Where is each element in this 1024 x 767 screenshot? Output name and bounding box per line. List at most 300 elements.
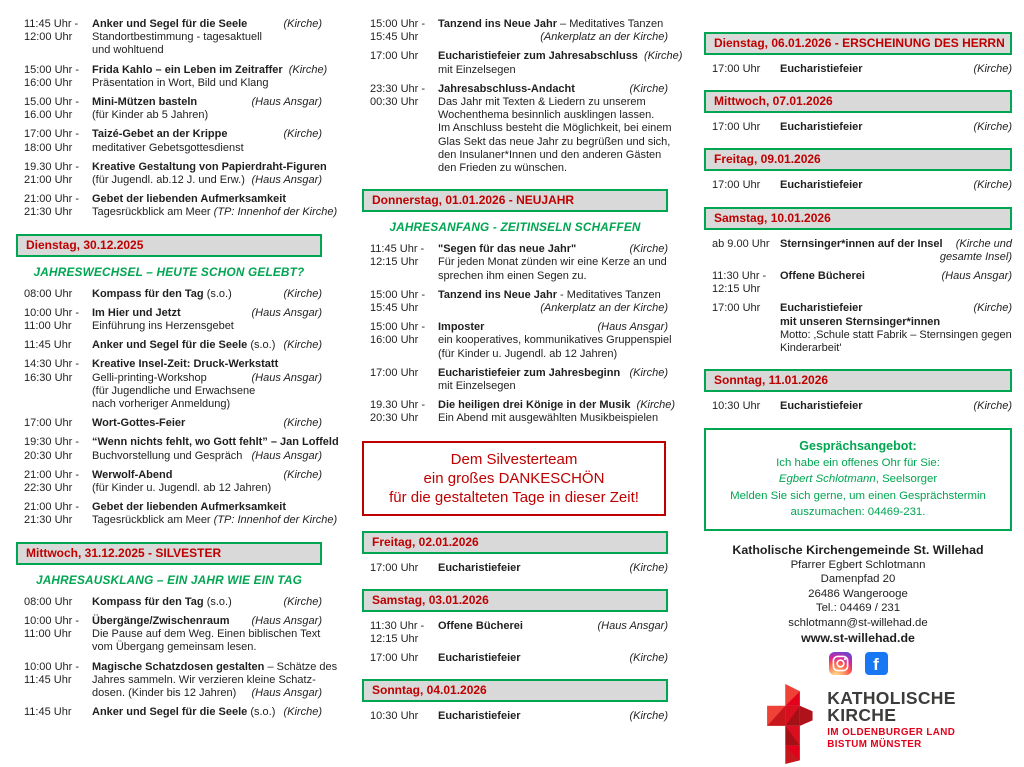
event-body [780,302,1012,355]
event-time [16,615,92,655]
event-time [362,562,438,575]
event-line [438,109,668,122]
event-time-line: 20:30 Uhr [24,449,73,462]
event-text: (für Jugendl. ab.12 J. und Erw.) [92,174,245,187]
event-line-text [780,329,1012,342]
event-line [92,31,322,44]
event-title: Eucharistiefeier [438,561,521,574]
event-text: (für Kinder ab 5 Jahren) [92,109,209,122]
event-line [92,44,322,57]
event-text: meditativer Gebetsgottesdienst [92,141,244,154]
talk-offer-notice [704,428,1012,531]
event-time-line: 16:00 Uhr [24,76,73,89]
event-title: Eucharistiefeier [438,652,521,665]
event-location: (Haus Ansgar) [251,174,322,187]
event-row [362,399,676,425]
logo-line-2: KIRCHE [827,704,897,725]
event-title: Frida Kahlo – ein Leben im Zeitraffer [92,63,283,76]
event-location: (Kirche) [283,18,322,30]
event-line [92,706,322,719]
event-title: Gebet der liebenden Aufmerksamkeit [92,501,286,514]
event-line-text [92,628,320,641]
event-line-text [438,83,575,96]
event-time [704,179,780,192]
event-body [438,50,683,76]
event-title: Wort-Gottes-Feier [92,417,186,430]
event-line [92,174,322,187]
event-location: (Haus Ansgar) [597,321,668,334]
event-line-text [438,256,667,269]
event-title: Magische Schatzdosen gestalten [92,660,265,673]
event-title: Offene Bücherei [780,270,865,283]
event-text: den Frieden zu wünschen. [438,162,568,175]
event-title: Anker und Segel für die Seele [92,339,248,352]
event-line [92,501,322,514]
event-line-text [92,687,236,700]
event-title: Eucharistiefeier zum Jahresabschluss [438,50,638,63]
logo-line-1: KATHOLISCHE [827,688,956,709]
event-line-text [438,399,631,412]
event-line [92,288,322,301]
event-text: – Schätze des [264,660,338,673]
event-row [362,50,683,76]
day-header: Mittwoch, 07.01.2026 [704,90,1012,113]
event-time [362,18,438,44]
event-location: (Kirche) [629,652,668,665]
event-line-text [92,385,255,398]
event-row [16,469,322,495]
event-line [780,251,1012,264]
event-time-line: 11:00 Uhr [24,320,72,333]
event-line [780,63,1012,76]
contact-line: Pfarrer Egbert Schlotmann [790,558,926,571]
event-location: (Haus Ansgar) [941,270,1012,283]
event-time [16,288,92,301]
event-title: Eucharistiefeier [438,710,521,723]
day-header: Samstag, 03.01.2026 [362,589,668,612]
event-time-line: 15.00 Uhr - [24,96,80,109]
event-line-text [438,652,521,665]
event-row [16,436,339,462]
event-title: Eucharistiefeier [780,121,863,134]
event-location: (Kirche) [629,366,668,379]
event-row [362,243,668,283]
event-time [704,121,780,134]
event-line-text [780,400,863,413]
event-line [92,206,338,219]
event-body [92,596,322,609]
event-row [362,18,668,44]
event-time-line: ab 9.00 Uhr [712,237,770,250]
event-time-line: 11:45 Uhr [24,706,72,719]
event-line [92,160,327,174]
event-line [92,142,322,155]
event-line-text [780,270,865,283]
event-line-text [92,44,164,57]
church-logo-text [827,681,955,750]
event-line-text [92,307,181,320]
event-line-text [438,96,646,109]
event-line-text [438,109,654,122]
event-time [704,400,780,413]
event-title: Werwolf-Abend [92,468,173,481]
instagram-icon [829,652,852,675]
event-body [780,121,1012,134]
event-time [16,436,92,462]
event-text: Ein Abend mit ausgewählten Musikbeispielen [438,412,659,425]
event-line-text [92,358,278,371]
event-body [92,307,322,333]
event-time-line: 11:00 Uhr [24,628,72,641]
event-row [362,367,668,393]
event-time-line: 10:00 Uhr - [24,660,80,673]
event-text: (s.o.) [203,287,232,300]
day-header: Freitag, 02.01.2026 [362,531,668,554]
event-line [92,358,322,371]
event-line [92,128,322,141]
event-location: (Kirche) [283,468,322,481]
event-line [92,687,322,700]
day-header: Mittwoch, 31.12.2025 - SILVESTER [16,542,322,565]
event-time [362,50,438,76]
event-time [704,270,780,296]
event-row [704,63,1012,76]
event-line [438,18,668,31]
event-time-line: 21:00 Uhr - [24,193,80,206]
event-text: nach vorheriger Anmeldung) [92,398,231,411]
event-time-line: 15:45 Uhr [370,31,419,44]
event-title: Mini-Mützen basteln [92,96,198,109]
event-time-line: 15:00 Uhr - [370,288,426,301]
event-time [16,339,92,352]
event-line-text [438,149,661,162]
event-line [92,385,322,398]
event-line-text [438,18,663,31]
event-body [438,399,676,425]
event-row [362,289,668,315]
event-time [362,83,438,175]
event-line-text [438,122,672,135]
event-body [438,289,668,315]
event-line [92,615,322,628]
event-line [92,660,338,674]
event-line [92,514,338,527]
event-time [16,469,92,495]
event-location: (Kirche) [283,595,322,608]
logo-line-4: BISTUM MÜNSTER [827,738,922,750]
event-line [438,652,668,665]
event-location: (Ankerplatz an der Kirche) [540,302,668,315]
event-line [92,628,322,641]
event-text: Jahres sammeln. Wir verzieren kleine Schatz- [92,673,316,686]
event-location: (Haus Ansgar) [251,306,322,319]
event-time-line: 17:00 Uhr [712,63,761,75]
event-body [780,238,1012,264]
event-time [16,501,92,527]
event-line-text [92,706,275,719]
event-text: vom Übergang gemeinsam lesen. [92,641,257,654]
event-body [780,400,1012,413]
event-text: Kinderarbeit' [780,342,842,355]
event-title: "Segen für das neue Jahr" [438,243,577,256]
event-row [16,96,322,122]
event-line-text [438,64,516,77]
notice-line [712,471,1004,488]
event-location: (Haus Ansgar) [251,371,322,384]
event-title: Sternsinger*innen auf der Insel [780,237,943,250]
event-row [704,179,1012,192]
event-line [438,162,668,175]
event-title: Kompass für den Tag [92,287,204,300]
notice-line: Dem Silvesterteam [450,450,578,468]
event-text: mit unseren Sternsinger*innen [780,315,941,328]
event-text: Im Anschluss besteht die Möglichkeit, bei einem [438,122,672,135]
event-body [438,321,672,361]
event-row [704,238,1012,264]
event-row [704,302,1012,355]
event-line-text [92,77,269,90]
event-row [362,652,668,665]
event-time [16,706,92,719]
event-title: Kreative Insel-Zeit: Druck-Werkstatt [92,358,279,371]
event-text: Glas Sekt das neue Jahr zu begrüßen und sich, [438,135,671,148]
event-text: Für jeden Monat zünden wir eine Kerze an und [438,256,667,269]
event-line-text [92,482,271,495]
day-header: Donnerstag, 01.01.2026 - NEUJAHR [362,189,668,212]
event-body [92,96,322,122]
event-body [780,179,1012,192]
event-body [438,243,668,283]
event-line [438,412,668,425]
event-line-text [92,398,230,411]
event-time [16,193,92,219]
event-title: Jahresabschluss-Andacht [438,82,575,95]
event-time-line: 10:30 Uhr [712,400,761,413]
event-row [16,615,322,655]
event-text: Standortbestimmung - tagesaktuell [92,31,262,44]
day-header: Dienstag, 30.12.2025 [16,234,322,257]
event-line [780,316,1012,329]
section-subtitle: JAHRESAUSKLANG – EIN JAHR WIE EIN TAG [35,572,303,587]
event-row [16,18,322,58]
event-time-line: 17:00 Uhr [712,179,761,192]
event-location: (Kirche) [283,287,322,300]
event-time-line: 12:15 Uhr [370,256,419,269]
event-line-text [438,243,576,256]
event-line [438,367,668,380]
event-title: Gebet der liebenden Aufmerksamkeit [92,193,286,206]
event-body [92,660,338,701]
event-line-text [92,64,283,77]
event-row [16,128,322,154]
event-line [438,270,668,283]
event-line [438,289,668,302]
event-time-line: 17:00 Uhr [24,417,73,430]
event-line [438,380,668,393]
event-time-line: 19.30 Uhr - [24,160,80,173]
event-text: ein kooperatives, kommunikatives Gruppenspiel [438,334,672,347]
event-text: Ich habe ein offenes Ohr für Sie: [776,456,940,469]
event-row [16,160,327,187]
event-line [438,149,668,162]
event-line [438,620,668,633]
event-time-line: 17:00 Uhr - [24,128,80,141]
event-line [438,31,668,44]
event-time-line: 12:15 Uhr [712,283,761,296]
event-line-text [780,238,943,251]
event-line-text [438,136,670,149]
event-time [16,417,92,430]
event-line-text [92,372,207,385]
day-header: Freitag, 09.01.2026 [704,148,1012,171]
contact-line: 26486 Wangerooge [808,587,908,600]
event-line [438,83,668,96]
event-location: (Kirche) [283,128,322,141]
event-line-text [438,321,484,334]
event-line [92,320,322,333]
event-line-text [438,380,516,393]
event-row [16,358,322,411]
event-time-line: 11:45 Uhr - [24,18,79,30]
event-line [438,243,668,256]
notice-line: für die gestalteten Tage in dieser Zeit! [389,488,639,506]
event-line-text [438,562,521,575]
event-row [16,339,322,352]
event-text: Tagesrückblick am Meer [92,514,214,527]
contact-line: schlotmann@st-willehad.de [788,616,928,629]
event-text: (für Kinder u. Jugendl. ab 12 Jahren) [438,347,618,360]
event-line-text [92,339,275,352]
event-line [92,398,322,411]
event-line-text [438,334,672,347]
event-body [438,18,668,44]
event-title: Eucharistiefeier [780,302,863,315]
event-body [780,270,1012,296]
event-line [92,109,322,122]
facebook-icon [865,652,888,675]
event-time [362,367,438,393]
event-time-line: 11:45 Uhr [24,339,72,352]
column-left [16,18,339,724]
event-location: (Kirche) [629,82,668,95]
event-location: (Kirche) [283,417,322,430]
event-line [438,122,672,135]
event-body [438,652,668,665]
event-line [438,348,668,361]
event-line [92,307,322,320]
event-row [16,288,322,301]
event-time-line: 14:30 Uhr - [24,358,80,371]
event-body [92,288,322,301]
event-time-line: 17:00 Uhr [370,50,419,63]
event-text: Egbert Schlotmann [778,473,876,486]
event-body [438,367,668,393]
event-line-text [92,18,247,31]
event-body [438,620,668,646]
event-time-line: 21:00 Uhr - [24,501,80,514]
event-line [780,329,1012,342]
event-line-text [438,620,523,633]
event-time [16,18,92,58]
column-right [704,18,1012,750]
event-line [438,96,668,109]
event-time [16,358,92,411]
event-time-line: 11:30 Uhr - [712,270,767,283]
event-location: (Kirche) [636,399,676,412]
event-time [362,710,438,723]
event-location: (Haus Ansgar) [251,686,322,699]
event-time-line: 19.30 Uhr - [370,399,426,412]
event-time [704,238,780,264]
event-line [92,482,322,495]
event-text: Das Jahr mit Texten & Liedern zu unserem [438,96,646,109]
event-line [92,193,322,206]
event-time-line: 10:00 Uhr - [24,306,80,319]
event-line-text [438,710,521,723]
thanks-notice [362,441,666,516]
event-line-text [92,596,232,609]
event-line [92,596,322,609]
logo-line-3: IM OLDENBURGER LAND [827,727,956,739]
event-row [16,706,322,719]
event-title: “Wenn nichts fehlt, wo Gott fehlt” – Jan Loffeld [92,436,339,449]
event-time [16,161,92,187]
event-line-text [92,31,262,44]
event-line-text [780,121,863,134]
event-location: (Kirche) [629,243,668,256]
event-line [780,302,1012,315]
event-time-line: 20:30 Uhr [370,412,419,425]
church-logo [704,681,1012,767]
event-line [780,270,1012,283]
event-body [92,18,322,58]
event-time-line: 12:15 Uhr [370,633,419,646]
event-location: (Kirche) [629,561,668,574]
event-title: Eucharistiefeier [780,400,863,413]
event-location: (Kirche) [288,63,328,76]
event-location: (Haus Ansgar) [597,619,668,632]
event-line [92,417,322,430]
contact-line: Katholische Kirchengemeinde St. Willehad [732,542,984,557]
event-line [92,339,322,352]
event-time-line: 17:00 Uhr [712,121,761,134]
event-time [16,128,92,154]
section-subtitle: JAHRESWECHSEL – HEUTE SCHON GELEBT? [33,264,305,279]
event-row [362,710,668,723]
event-line-text [438,348,617,361]
day-header: Dienstag, 06.01.2026 - ERSCHEINUNG DES HERRN [704,32,1012,55]
event-title: Anker und Segel für die Seele [92,706,248,719]
event-location: (Haus Ansgar) [251,614,322,627]
event-line-text [92,161,327,174]
event-text: (TP: Innenhof der Kirche) [213,206,338,219]
event-time-line: 11:45 Uhr [24,673,72,686]
contact-line: Damenpfad 20 [820,573,896,586]
event-line [780,400,1012,413]
event-text: und wohltuend [92,44,164,57]
event-line [438,50,683,63]
event-line-text [780,179,863,192]
event-line [92,450,322,463]
event-time-line: 17:00 Uhr [370,366,419,379]
event-title: Tanzend ins Neue Jahr [438,18,557,30]
event-location: (Kirche) [973,400,1012,413]
event-text: (für Kinder u. Jugendl. ab 12 Jahren) [92,482,272,495]
event-line-text [780,316,940,329]
event-text: dosen. (Kinder bis 12 Jahren) [92,686,237,699]
event-location: (Kirche) [973,179,1012,192]
notice-line [712,488,1004,505]
